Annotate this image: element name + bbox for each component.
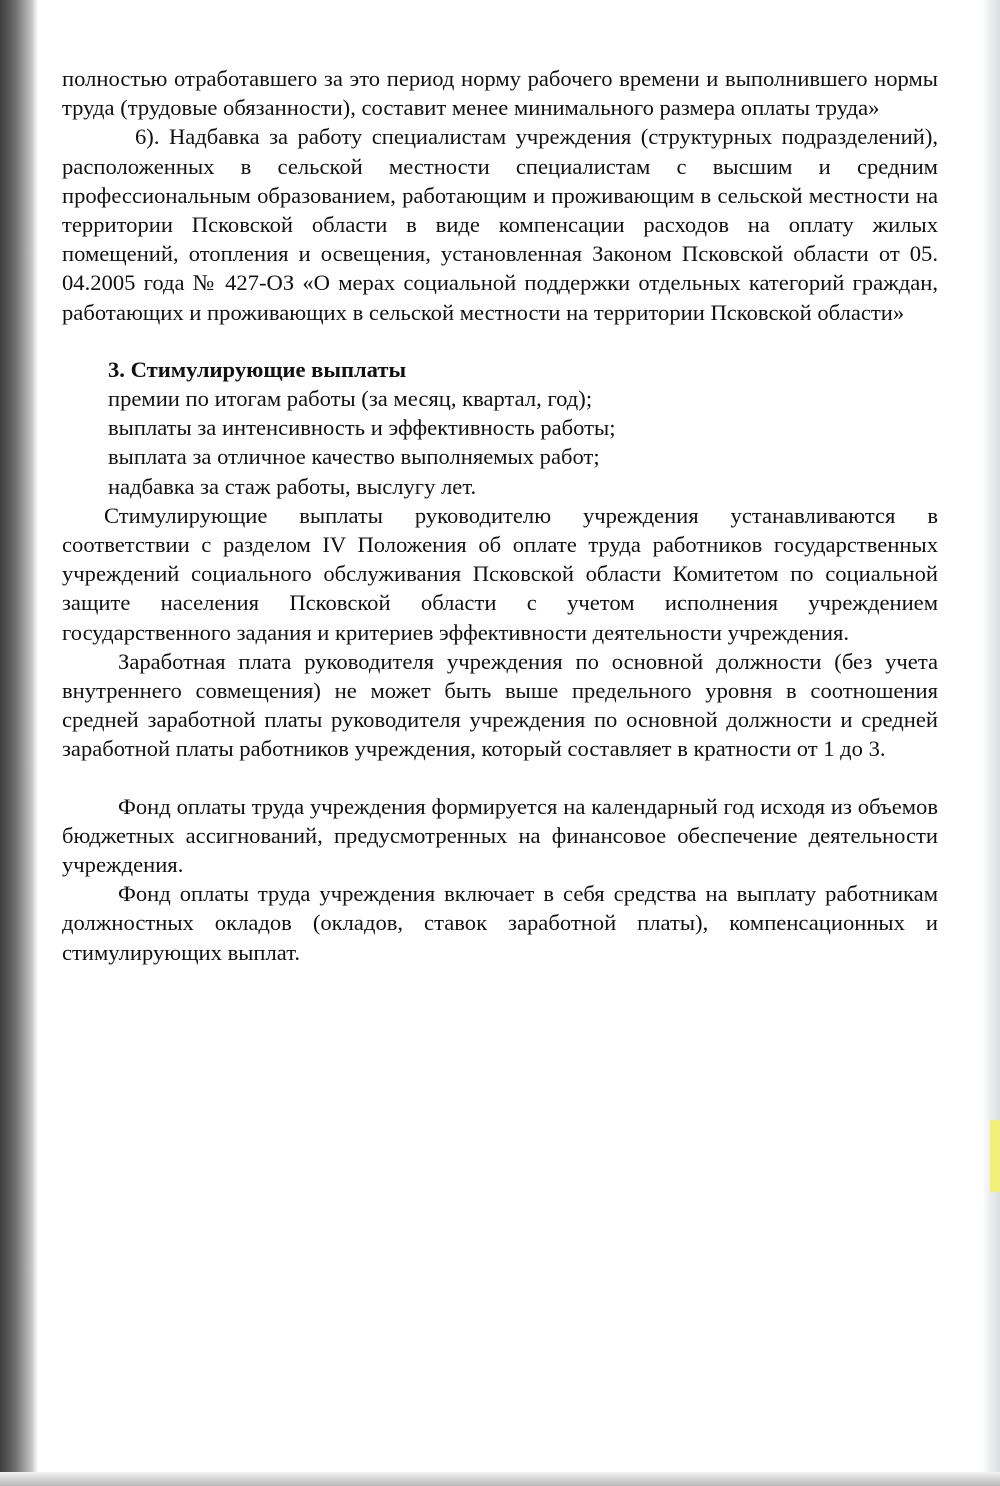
paragraph-director-bonus: Стимулирующие выплаты руководителю учреждения устанавливаются в соответствии с разделом IV Положения об оплате труда работников государственных учреждений социального обслуживания Псковской области Комитетом по социальной защите населения Псковской области с учетом исполнения учреждением государственного задания и критериев эффективности деятельности учреждения. xyxy=(62,502,938,645)
paragraph-director-salary: Заработная плата руководителя учреждения по основной должности (без учета внутреннего совмещения) не может быть выше предельного уровня в соотношения средней заработной платы руководителя учреждения по основной должности и средней заработной платы работников учреждения, который составляет в кратности от 1 до 3. xyxy=(62,648,938,762)
scan-left-shadow xyxy=(0,0,38,1486)
document-body xyxy=(62,64,938,967)
yellow-tab-marker xyxy=(990,1120,1000,1192)
scan-right-edge xyxy=(982,0,1000,1486)
paragraph-continuation: полностью отработавшего за это период норму рабочего времени и выполнившего нормы труда (трудовые обязанности), составит менее минимального размера оплаты труда» xyxy=(62,66,938,121)
list-item: выплата за отличное качество выполняемых работ; xyxy=(108,444,600,470)
paragraph-item-6: 6). Надбавка за работу специалистам учреждения (структурных подразделений), расположенных в сельской местности специалистам с высшим и средним профессиональным образованием, работающим и проживающим в сельской местности на территории Псковской области в виде компенсации расходов на оплату жилых помещений, отопления и освещения, установленная Законом Псковской области от 05. 04.2005 года № 427-ОЗ «О мерах социальной поддержки отдельных категорий граждан, работающих и проживающих в сельской местности на территории Псковской области» xyxy=(62,124,938,325)
list-item: выплаты за интенсивность и эффективность работы; xyxy=(108,415,616,441)
section-heading: 3. Стимулирующие выплаты xyxy=(108,356,407,382)
list-item: надбавка за стаж работы, выслугу лет. xyxy=(108,473,477,499)
list-item: премии по итогам работы (за месяц, квартал, год); xyxy=(108,386,593,412)
paragraph-fund-formation: Фонд оплаты труда учреждения формируется на календарный год исходя из объемов бюджетных ассигнований, предусмотренных на финансовое обеспечение деятельности учреждения. xyxy=(62,793,938,878)
scan-bottom-edge xyxy=(0,1472,1000,1486)
paragraph-fund-content: Фонд оплаты труда учреждения включает в себя средства на выплату работникам должностных окладов (окладов, ставок заработной платы), компенсационных и стимулирующих выплат. xyxy=(62,881,938,965)
